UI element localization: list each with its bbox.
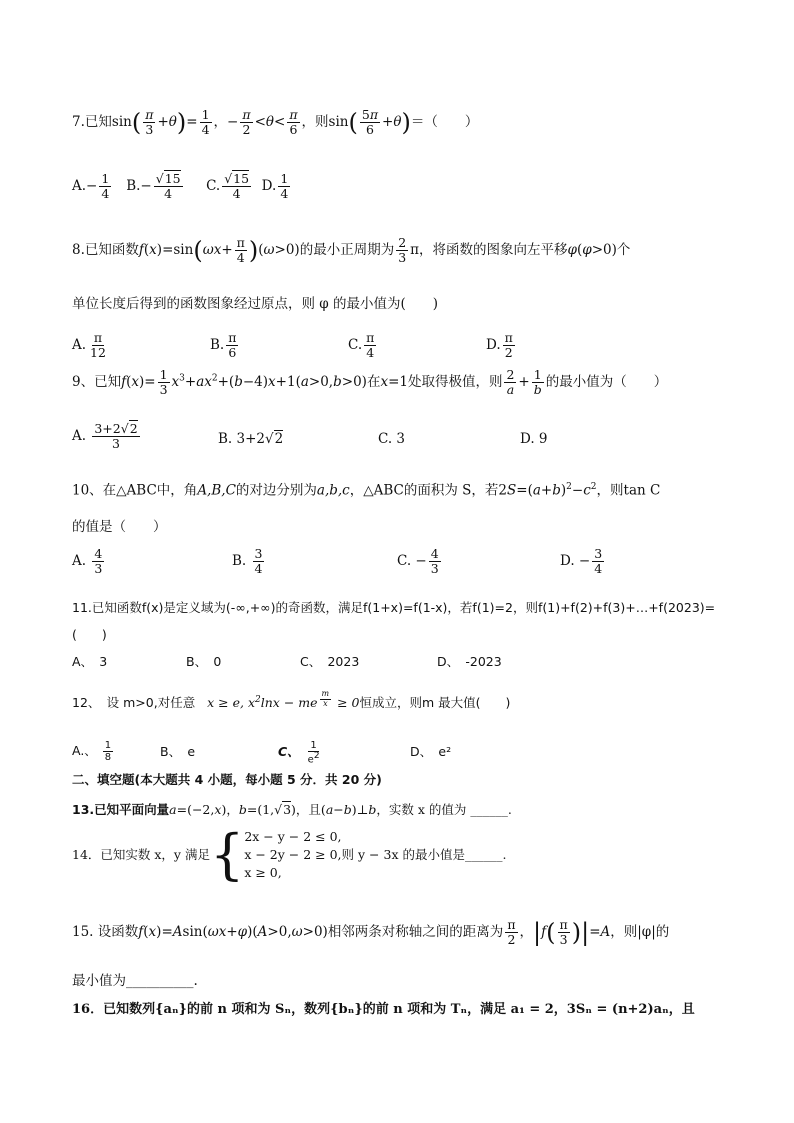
option-d[interactable]: D. $\frac{1}{4}$ [261,171,289,201]
question-12: 12、 设 m>0,对任意 x ≥ e, $x^2\ln x$ − me $^{\frac{m}{x}}$ ≥ 0恒成立，则m 最大值( ) [72,689,511,710]
option-d[interactable]: D. 9 [520,431,548,447]
question-8-line-2: 单位长度后得到的函数图象经过原点，则 φ 的最小值为( ) [72,296,439,312]
option-b[interactable]: B. $\frac{3}{4}$ [232,546,263,576]
question-13: 13.已知平面向量a=(−2,x)，b=(1,√3)，且(a−b)⊥b，实数 x 的值为 ______. [72,802,512,817]
question-7: 7.已知sin( $\frac{\pi}{3}$ +θ)= $\frac{1}{4}$ ，− $\frac{\pi}{2}$ <θ< $\frac{\pi}{6}$ ，则sin( $\frac{5\pi}{6}$ +θ)＝（ ） [72,107,479,137]
answer-blank[interactable]: ______. [470,802,512,817]
question-9: 9、已知f(x)= $\frac{1}{3}$ $x^3+ax^2+(b-4)x+1(a>0,b>0)$在x=1处取得极值，则 $\frac{2}{a}$ + $\frac{1}{b}$ 的最小值为（ ） [72,367,668,397]
question-15: 15. 设函数f(x)=Asin(ωx+φ)(A>0,ω>0)相邻两条对称轴之间的距离为 $\frac{\pi}{2}$ ，|f( $\frac{\pi}{3}$ )|=A，则|φ|的 [72,917,670,947]
question-10-line-2: 的值是（ ） [72,519,167,535]
option-d[interactable]: D. − $\frac{3}{4}$ [560,546,603,576]
option-a[interactable]: A. $\frac{4}{3}$ [72,546,103,576]
option-b[interactable]: B、 e [160,744,196,759]
option-b[interactable]: B. $\frac{\pi}{6}$ [210,330,237,360]
question-16: 16．已知数列{aₙ}的前 n 项和为 Sₙ，数列{bₙ}的前 n 项和为 Tₙ，满足 a₁ = 2，3Sₙ = (n+2)aₙ，且 [72,1002,695,1017]
option-d[interactable]: D、 e² [410,744,452,759]
option-c[interactable]: C. − $\frac{4}{3}$ [397,546,439,576]
option-c[interactable]: C. $\frac{√15}{4}$ [206,171,250,201]
option-c[interactable]: C. 3 [378,431,406,447]
option-a[interactable]: A、 3 [72,654,108,669]
option-c[interactable]: C、 2023 [300,654,360,669]
question-10: 10、在△ABC中，角A,B,C的对边分别为a,b,c，△ABC的面积为 S，若$2S=(a+b)^2-c^2$，则tan C [72,482,661,499]
option-d[interactable]: D. $\frac{\pi}{2}$ [486,330,513,360]
section-heading: 二、填空题(本大题共 4 小题，每小题 5 分．共 20 分) [72,772,382,787]
question-14: 14．已知实数 x，y 满足{ 2x − y − 2 ≤ 0, x − 2y − 2 ≥ 0, x ≥ 0, 则 y − 3x 的最小值是______. [72,823,507,887]
option-a[interactable]: A. $\frac{3+2√2}{3}$ [72,421,138,451]
option-d[interactable]: D、 -2023 [437,654,502,669]
question-8: 8.已知函数f(x)=sin(ωx+ $\frac{\pi}{4}$ )(ω>0)的最小正周期为 $\frac{2}{3}$ π，将函数的图象向左平移φ(φ>0)个 [72,235,631,265]
option-c[interactable]: C. $\frac{\pi}{4}$ [348,330,375,360]
option-c[interactable]: C、 $\frac{1}{e^2}$ [278,740,320,766]
question-11-line-2: ( ) [72,627,107,642]
option-b[interactable]: B、 0 [186,654,222,669]
option-b[interactable]: B. 3+2√2 [218,431,284,447]
option-a[interactable]: A. $\frac{\pi}{12}$ [72,330,106,360]
question-11: 11.已知函数f(x)是定义域为(-∞,+∞)的奇函数，满足f(1+x)=f(1-x)，若f(1)=2，则f(1)+f(2)+f(3)+…+f(2023)= [72,600,716,615]
question-7-options [72,172,292,201]
question-15-line-2: 最小值为__________. [72,973,198,989]
option-a[interactable]: A.、 $\frac{1}{8}$ [72,740,112,763]
option-b[interactable]: B.− $\frac{√15}{4}$ [126,171,181,201]
option-a[interactable]: A.− $\frac{1}{4}$ [72,171,110,201]
